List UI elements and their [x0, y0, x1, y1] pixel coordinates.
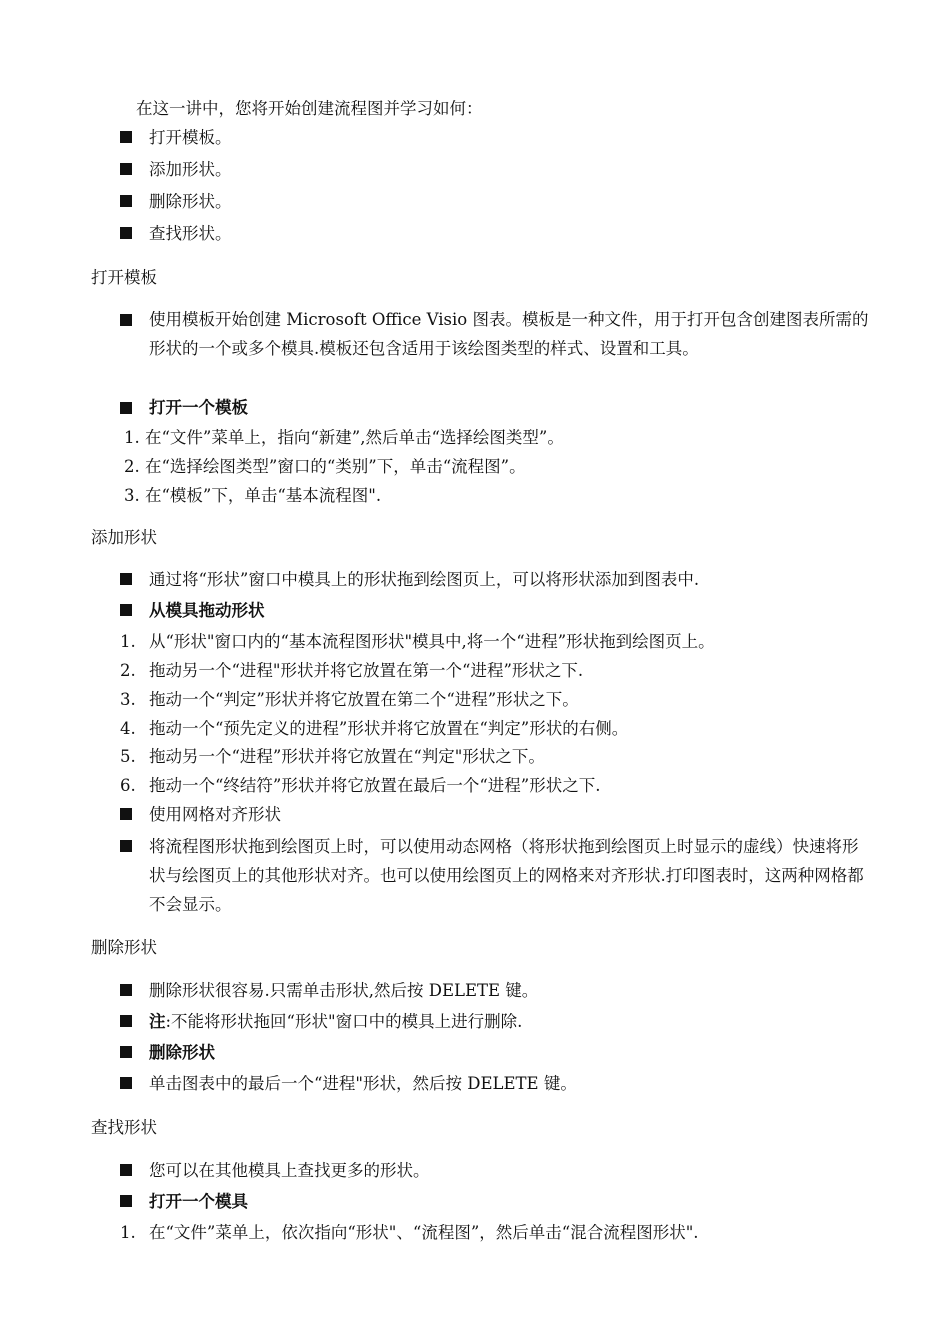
add-shapes-description: 通过将“形状”窗口中模具上的形状拖到绘图页上，可以将形状添加到图表中. [149, 570, 700, 589]
step-number: 2. [120, 661, 136, 680]
section-heading-add-shapes: 添加形状 [91, 528, 157, 547]
add-shapes-step: 拖动另一个“进程"形状并将它放置在第一个“进程”形状之下. [149, 661, 584, 680]
note-label: 注 [149, 1012, 166, 1031]
bullet-icon [120, 1015, 132, 1027]
grid-align-description: 将流程图形状拖到绘图页上时，可以使用动态网格（将形状拖到绘图页上时显示的虚线）快速将形状与绘图页上的其他形状对齐。也可以使用绘图页上的网格来对齐形状.打印图表时，这两种网格都不会显示。 [149, 837, 864, 914]
note-text: :不能将形状拖回“形状"窗口中的模具上进行删除. [165, 1012, 523, 1031]
add-shapes-step: 从“形状"窗口内的“基本流程图形状"模具中,将一个“进程”形状拖到绘图页上。 [149, 632, 715, 651]
open-template-subheading: 打开一个模板 [149, 398, 248, 417]
find-shapes-subheading: 打开一个模具 [149, 1192, 248, 1211]
add-shapes-step: 拖动一个“终结符”形状并将它放置在最后一个“进程”形状之下. [149, 776, 601, 795]
bullet-icon [120, 604, 132, 616]
add-shapes-step: 拖动一个“判定”形状并将它放置在第二个“进程”形状之下。 [149, 690, 579, 709]
step-number: 1. [120, 1223, 136, 1242]
bullet-icon [120, 573, 132, 585]
bullet-icon [120, 1046, 132, 1058]
intro-text: 在这一讲中，您将开始创建流程图并学习如何： [136, 99, 483, 118]
step-number: 5. [120, 747, 136, 766]
intro-list-item: 添加形状。 [149, 160, 232, 179]
bullet-icon [120, 1164, 132, 1176]
bullet-icon [120, 1077, 132, 1089]
bullet-icon [120, 402, 132, 414]
grid-align-title: 使用网格对齐形状 [149, 805, 281, 824]
bullet-icon [120, 840, 132, 852]
add-shapes-step: 拖动另一个“进程”形状并将它放置在“判定"形状之下。 [149, 747, 545, 766]
step-number: 4. [120, 719, 136, 738]
step-number: 6. [120, 776, 136, 795]
delete-shapes-description: 删除形状很容易.只需单击形状,然后按 DELETE 键。 [149, 981, 539, 1000]
intro-list-item: 打开模板。 [149, 128, 232, 147]
step-number: 3. [120, 690, 136, 709]
section-heading-delete-shapes: 删除形状 [91, 938, 157, 957]
bullet-icon [120, 195, 132, 207]
delete-note [149, 1007, 522, 1036]
delete-shapes-subheading: 删除形状 [149, 1043, 215, 1062]
step-number: 1. [120, 632, 136, 651]
delete-shapes-step: 单击图表中的最后一个“进程"形状，然后按 DELETE 键。 [149, 1074, 577, 1093]
find-shapes-description: 您可以在其他模具上查找更多的形状。 [149, 1161, 430, 1180]
intro-list-item: 查找形状。 [149, 224, 232, 243]
intro-list-item: 删除形状。 [149, 192, 232, 211]
bullet-icon [120, 984, 132, 996]
section-heading-find-shapes: 查找形状 [91, 1118, 157, 1137]
open-template-step: 3. 在“模板”下，单击“基本流程图". [124, 486, 382, 505]
bullet-icon [120, 808, 132, 820]
open-template-step: 1. 在“文件”菜单上，指向“新建”,然后单击“选择绘图类型”。 [124, 428, 564, 447]
bullet-icon [120, 1195, 132, 1207]
add-shapes-step: 拖动一个“预先定义的进程”形状并将它放置在“判定”形状的右侧。 [149, 719, 629, 738]
add-shapes-subheading: 从模具拖动形状 [149, 601, 265, 620]
open-template-step: 2. 在“选择绘图类型”窗口的“类别”下，单击“流程图”。 [124, 457, 526, 476]
bullet-icon [120, 131, 132, 143]
section-heading-open-template: 打开模板 [91, 268, 157, 287]
bullet-icon [120, 314, 132, 326]
find-shapes-step: 在“文件”菜单上，依次指向“形状"、“流程图”，然后单击“混合流程图形状". [149, 1223, 699, 1242]
bullet-icon [120, 163, 132, 175]
bullet-icon [120, 227, 132, 239]
open-template-description: 使用模板开始创建 Microsoft Office Visio 图表。模板是一种文件，用于打开包含创建图表所需的形状的一个或多个模具.模板还包含适用于该绘图类型的样式、设置和工具。 [149, 310, 869, 358]
